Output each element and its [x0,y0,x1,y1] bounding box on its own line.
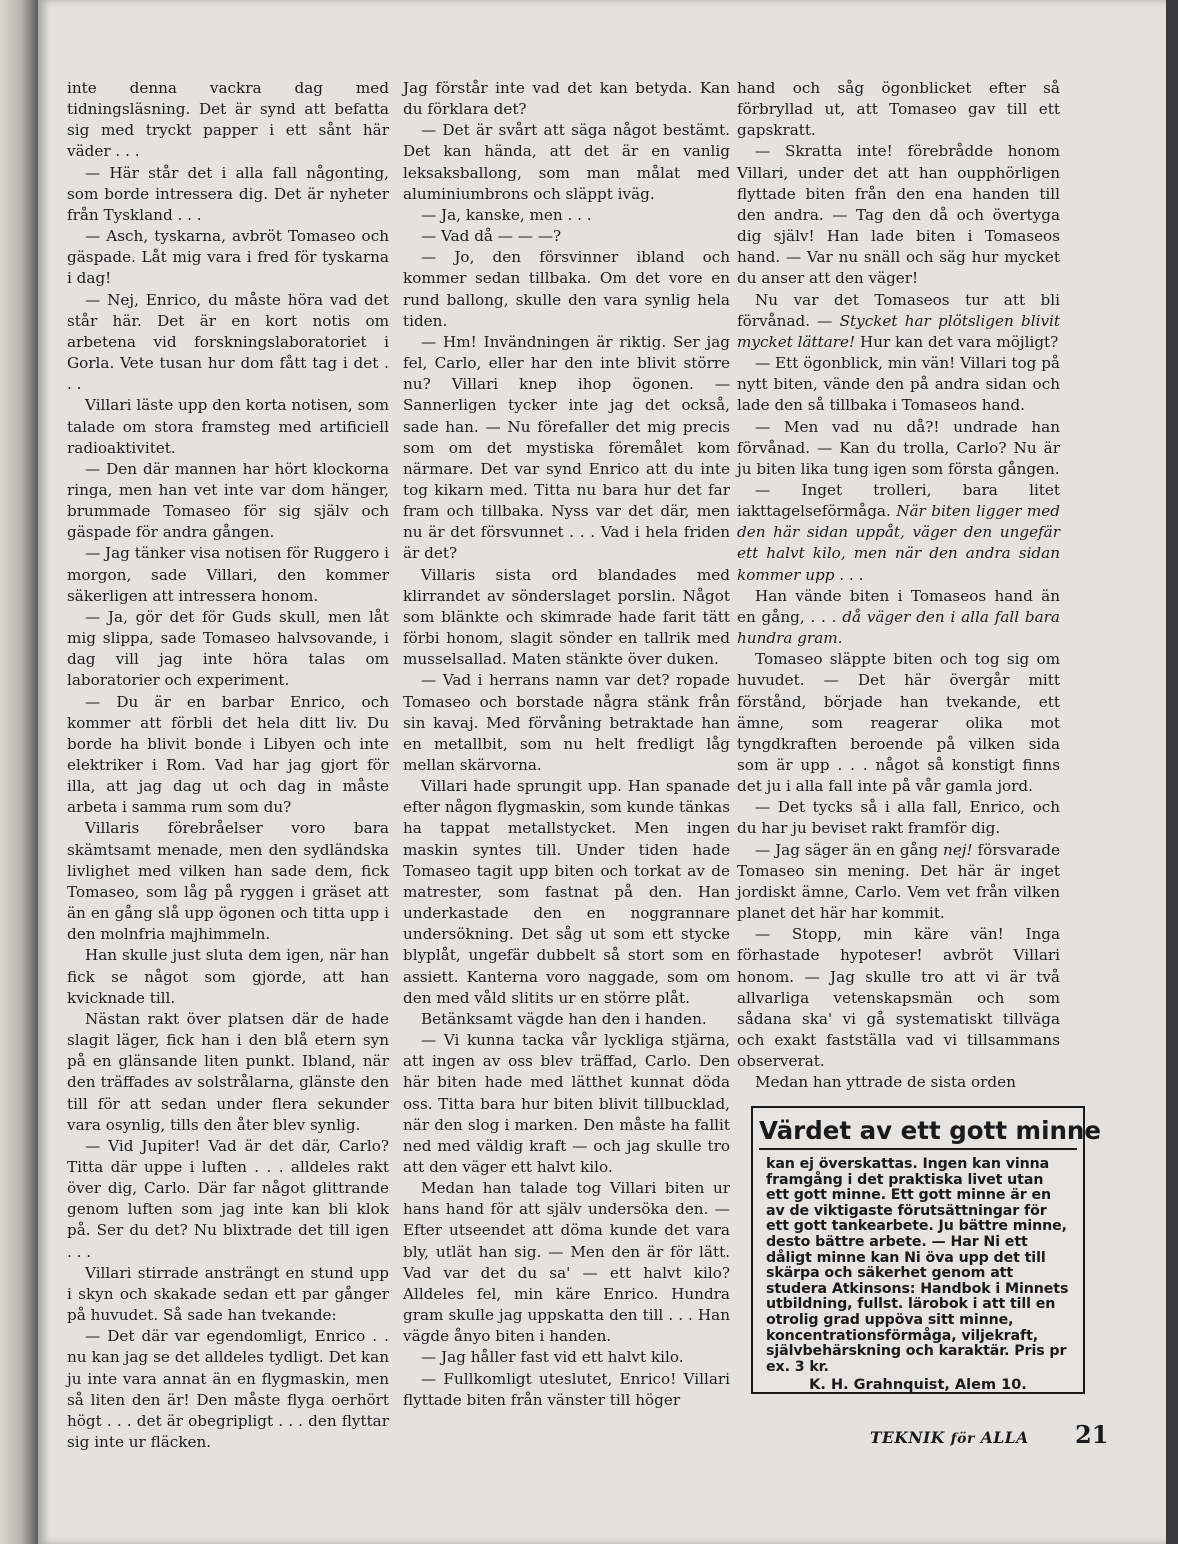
paragraph: — Vi kunna tacka vår lyckliga stjärna, att ingen av oss blev träffad, Carlo. Den här biten hade med lätthet kunnat döda oss. Titta bara hur biten blivit tillbucklad, när den slog i marken. Den måste ha fallit ned med väldig kraft — och jag skulle tro att den väger ett halvt kilo. [403,1031,730,1176]
paragraph: Villari hade sprungit upp. Han spanade efter någon flygmaskin, som kunde tänkas ha tappat metallstycket. Men ingen maskin syntes till. Under tiden hade Tomaseo tagit upp biten och torkat av de matrester, som fastnat på den. Han underkastade den en noggrannare undersökning. Det såg ut som ett stycke blyplåt, ungefär dubbelt så stort som en assiett. Kanterna voro naggade, som om den med våld slitits ur en större plåt. [403,777,730,1007]
paragraph: — Det tycks så i alla fall, Enrico, och du har ju beviset rakt framför dig. [737,798,1060,838]
page-number: 21 [1075,1420,1109,1449]
paragraph: — Vad i herrans namn var det? ropade Tomaseo och borstade några stänk från sin kavaj. Med förvåning betraktade han en metallbit, som nu helt fredligt låg mellan skärvorna. [403,671,730,774]
paragraph: inte denna vackra dag med tidningsläsning. Det är synd att befatta sig med tryckt papper i ett sånt här väder . . . [67,79,389,161]
paragraph: — Ja, gör det för Guds skull, men låt mig slippa, sade Tomaseo halvsovande, i dag vill jag inte höra talas om laboratorier och experiment. [67,607,389,690]
paragraph: Villaris förebråelser voro bara skämtsamt menade, men den sydländska livlighet med vilken han sade dem, fick Tomaseo, som låg på ryggen i gräset att än en gång slå upp ögonen och titta upp i den molnfria majhimmeln. [67,819,389,944]
paragraph: Villari läste upp den korta notisen, som talade om stora framsteg med artificiell radioaktivitet. [67,396,389,457]
paragraph: — Vid Jupiter! Vad är det där, Carlo? Titta där uppe i luften . . . alldeles rakt över dig, Carlo. Där far något glittrande genom luften som jag inte kan bli klok på. Ser du det? Nu blixtrade det till igen . . . [67,1136,389,1261]
ad-title: Värdet av ett gott minne [759,1116,1077,1150]
paragraph: Tomaseo släppte biten och tog sig om huvudet. — Det här övergår mitt förstånd, började han tvekande, ett ämne, som reagerar olika mot tyngdkraften beroende på vilken sida som är upp . . . något så konstigt finns det ju i alla fall inte på vår gamla jord. [737,650,1060,796]
book-gutter [0,0,38,1544]
paragraph: — Ett ögonblick, min vän! Villari tog på nytt biten, vände den på andra sidan och lade den så tillbaka i Tomaseos hand. [737,354,1060,415]
magazine-name-part: ALLA [980,1428,1029,1447]
paragraph: Nu var det Tomaseos tur att bli förvånad. — Stycket har plötsligen blivit mycket lättare! Hur kan det vara möjligt? [737,290,1060,351]
paragraph: Medan han talade tog Villari biten ur hans hand för att själv undersöka den. — Efter utseendet att döma kunde det vara bly, utlät han sig. — Men den är för lätt. Vad var det du sa' — ett halvt kilo? Alldeles fel, min käre Enrico. Hundra gram skulle jag uppskatta den till . . . Han vägde ånyo biten i handen. [403,1179,730,1346]
paragraph: — Vad då — — —? [421,227,562,246]
paragraph: — Ja, kanske, men . . . [421,205,592,224]
paragraph: Han vände biten i Tomaseos hand än en gång, . . . då väger den i alla fall bara hundra gram. [737,586,1060,648]
text-column-1 [67,78,389,1453]
paragraph: — Men vad nu då?! undrade han förvånad. — Kan du trolla, Carlo? Nu är ju biten lika tung igen som första gången. [737,417,1060,478]
paragraph: — Jag säger än en gång nej! försvarade Tomaseo sin mening. Det här är inget jordiskt ämne, Carlo. Vem vet från vilken planet det här har kommit. [737,840,1060,923]
paragraph: — Du är en barbar Enrico, och kommer att förbli det hela ditt liv. Du borde ha blivit bonde i Libyen och inte elektriker i Rom. Vad har jag gjort för illa, att jag dag ut och dag in måste arbeta i samma rum som du? [67,692,389,817]
ad-body: kan ej överskattas. Ingen kan vinna framgång i det praktiska livet utan ett gott minne. Ett gott minne är en av de viktigaste förutsättningar för ett gott tankearbete. Ju bättre minne, desto bättre arbete. — Har Ni ett dåligt minne kan Ni öva upp det till skärpa och säkerhet genom att studera Atkinsons: Handbok i Minnets utbildning, fullst. lärobok i att till en otrolig grad uppöva sitt minne, koncentrationsförmåga, viljekraft, självbehärskning och karaktär. Pris pr ex. 3 kr. [766,1156,1069,1375]
paragraph: — Asch, tyskarna, avbröt Tomaseo och gäspade. Låt mig vara i fred för tyskarna i dag! [67,227,389,288]
paragraph: — Jag håller fast vid ett halvt kilo. [421,1348,684,1367]
magazine-name-part: TEKNIK [870,1428,945,1447]
paragraph: — Stopp, min käre vän! Inga förhastade hypoteser! avbröt Villari honom. — Jag skulle tro att vi är två allvarliga vetenskapsmän och som sådana ska' vi gå systematiskt tillväga och exakt fastställa vad vi tillsammans observerat. [737,925,1060,1071]
paragraph: — Nej, Enrico, du måste höra vad det står här. Det är en kort notis om arbetena vid forskningslaboratoriet i Gorla. Vete tusan hur dom fått tag i det . . . [67,290,389,394]
advertisement-box [751,1106,1101,1394]
paragraph: Villari stirrade ansträngt en stund upp i skyn och skakade sedan ett par gånger på huvudet. Så sade han tvekande: [67,1263,389,1325]
paragraph: Han skulle just sluta dem igen, när han fick se något som gjorde, att han kvicknade till. [67,946,389,1007]
paragraph: Betänksamt vägde han den i handen. [421,1009,707,1028]
paragraph: — Jo, den försvinner ibland och kommer sedan tillbaka. Om det vore en rund ballong, skulle den vara synlig hela tiden. [403,248,730,330]
paragraph: — Det är svårt att säga något bestämt. Det kan hända, att det är en vanlig leksaksballong, som man målat med aluminiumbrons och släppt iväg. [403,121,730,203]
paragraph: — Jag tänker visa notisen för Ruggero i morgon, sade Villari, den kommer säkerligen att intressera honom. [67,544,389,605]
ad-signature: K. H. Grahnquist, Alem 10. [809,1377,1027,1394]
text-column-3 [737,78,1060,1094]
magazine-name [870,1428,1029,1447]
text-column-2 [403,78,730,1411]
paragraph: — Hm! Invändningen är riktig. Ser jag fel, Carlo, eller har den inte blivit större nu? Villari knep ihop ögonen. — Sannerligen tycker inte jag det också, sade han. — Nu förefaller det mig precis som om det mystiska föremålet kom närmare. Det var synd Enrico att du inte tog kikarn med. Titta nu bara hur det far fram och tillbaka. Nyss var det där, men nu är det försvunnet . . . Vad i hela friden är det? [403,332,730,563]
magazine-name-part: för [950,1431,975,1447]
paragraph: — Skratta inte! förebrådde honom Villari, under det att han oupphörligen flyttade biten från den ena handen till den andra. — Tag den då och övertyga dig själv! Han lade biten i Tomaseos hand. — Var nu snäll och säg hur mycket du anser att den väger! [737,142,1060,288]
paragraph: hand och såg ögonblicket efter så förbryllad ut, att Tomaseo gav till ett gapskratt. [737,79,1060,140]
paragraph: — Det där var egendomligt, Enrico . . nu kan jag se det alldeles tydligt. Det kan ju inte vara annat än en flygmaskin, men så liten den är! Den måste flyga oerhört högt . . . det är obegripligt . . . den flyttar sig inte ur fläcken. [67,1327,389,1451]
paragraph: — Inget trolleri, bara litet iakttagelseförmåga. När biten ligger med den här sidan uppåt, väger den ungefär ett halvt kilo, men när den andra sidan kommer upp . . . [737,480,1060,584]
paragraph: — Här står det i alla fall någonting, som borde intressera dig. Det är nyheter från Tyskland . . . [67,163,389,224]
paragraph: Jag förstår inte vad det kan betyda. Kan du förklara det? [403,79,730,119]
paragraph: Medan han yttrade de sista orden [755,1073,1016,1092]
paragraph: — Den där mannen har hört klockorna ringa, men han vet inte var dom hänger, brummade Tomaseo för sig själv och gäspade för andra gången. [67,459,389,542]
paragraph: Villaris sista ord blandades med klirrandet av sönderslaget porslin. Något som blänkte och skimrade hade farit tätt förbi honom, slagit sönder en tallrik med musselsallad. Maten stänkte över duken. [403,565,730,669]
paragraph: — Fullkomligt uteslutet, Enrico! Villari flyttade biten från vänster till höger [403,1369,730,1409]
paragraph: Nästan rakt över platsen där de hade slagit läger, fick han i den blå etern syn på en glänsande liten punkt. Ibland, när den träffades av solstrålarna, glänste den till för att sedan under flera sekunder vara osynlig, tills den åter blev synlig. [67,1009,389,1134]
